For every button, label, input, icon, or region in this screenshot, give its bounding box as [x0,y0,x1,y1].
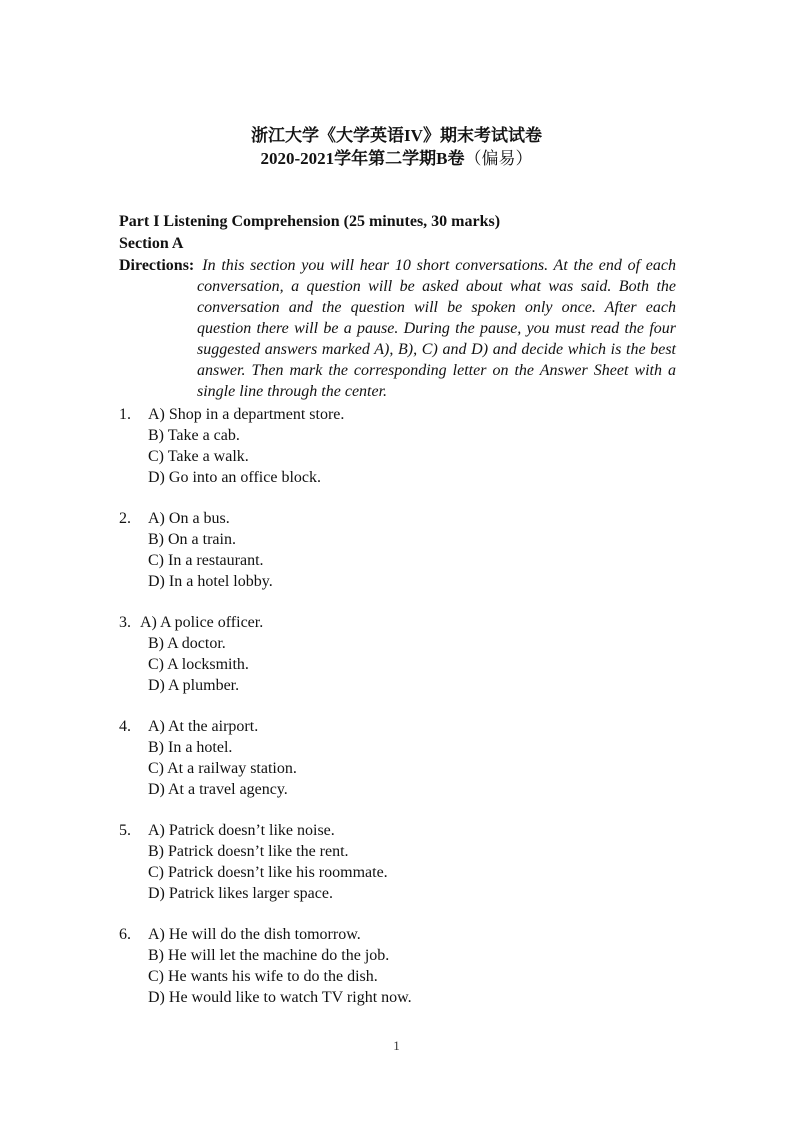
question-number: 6. [119,926,131,943]
exam-title-line1: 浙江大学《大学英语IV》期末考试试卷 [251,126,542,145]
question-1 [119,404,676,488]
exam-title-line2 [0,147,793,170]
question-number: 5. [119,822,131,839]
answer-option-c: C) In a restaurant. [148,552,264,569]
answer-option-a: A) Patrick doesn’t like noise. [148,822,335,839]
question-number: 1. [119,406,131,423]
directions-label: Directions: [119,257,195,274]
answer-option-d: D) Go into an office block. [148,469,321,486]
answer-option-b: B) In a hotel. [148,739,233,756]
answer-option-c: C) Take a walk. [148,448,249,465]
answer-option-d: D) A plumber. [148,677,240,694]
answer-option-a: A) He will do the dish tomorrow. [148,926,361,943]
question-3 [119,612,676,696]
answer-option-d: D) Patrick likes larger space. [148,885,333,902]
question-number: 2. [119,510,131,527]
exam-term-label: 2020-2021学年第二学期B卷 [260,149,465,168]
difficulty-label: （偏易） [464,149,533,168]
question-6 [119,924,676,1008]
section-a-heading: Section A [119,235,184,252]
question-4 [119,716,676,800]
answer-option-c: C) Patrick doesn’t like his roommate. [148,864,388,881]
question-5 [119,820,676,904]
answer-option-a: A) A police officer. [140,614,264,631]
answer-option-d: D) At a travel agency. [148,781,288,798]
answer-option-b: B) On a train. [148,531,236,548]
answer-option-a: A) Shop in a department store. [148,406,345,423]
question-number: 4. [119,718,131,735]
question-number: 3. [119,614,131,631]
question-list [119,404,676,1008]
exam-content [119,211,676,1008]
answer-option-b: B) Patrick doesn’t like the rent. [148,843,349,860]
question-2 [119,508,676,592]
exam-title-block [0,0,793,170]
answer-option-a: A) At the airport. [148,718,259,735]
answer-option-d: D) He would like to watch TV right now. [148,989,412,1006]
answer-option-c: C) A locksmith. [148,656,249,673]
answer-option-b: B) Take a cab. [148,427,240,444]
answer-option-a: A) On a bus. [148,510,230,527]
page-number: 1 [393,1038,400,1053]
answer-option-d: D) In a hotel lobby. [148,573,273,590]
answer-option-c: C) At a railway station. [148,760,297,777]
answer-option-b: B) He will let the machine do the job. [148,947,390,964]
answer-option-b: B) A doctor. [148,635,226,652]
directions-paragraph [119,255,676,402]
directions-text: In this section you will hear 10 short conversations. At the end of each conversation, a question will be asked about what was said. Both the conversation and the question will be spoken only once. After each question there will be a pause. During the pause, you must read the four suggested answers marked A), B), C) and D) and decide which is the best answer. Then mark the corresponding letter on the Answer Sheet with a single line through the center. [197,257,676,400]
part1-heading: Part I Listening Comprehension (25 minutes, 30 marks) [119,213,501,230]
answer-option-c: C) He wants his wife to do the dish. [148,968,378,985]
